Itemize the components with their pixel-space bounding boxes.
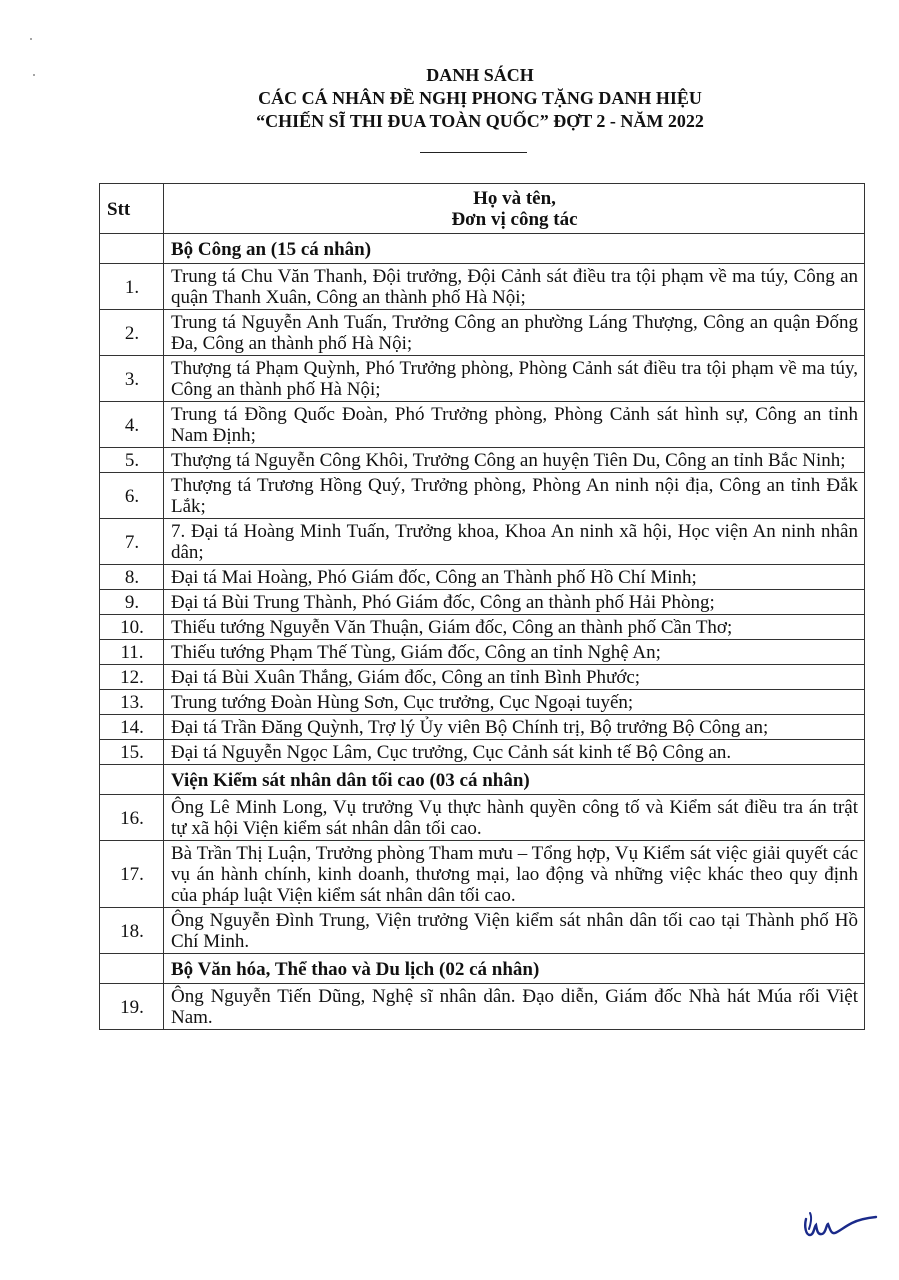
table-row — [100, 640, 865, 665]
row-name-unit: Ông Nguyễn Tiến Dũng, Nghệ sĩ nhân dân. Đạo diễn, Giám đốc Nhà hát Múa rối Việt Nam. — [164, 984, 865, 1030]
title-line-1: DANH SÁCH — [426, 65, 534, 85]
row-stt: 7. — [100, 519, 164, 565]
row-name-unit: Thiếu tướng Phạm Thế Tùng, Giám đốc, Công an tỉnh Nghệ An; — [164, 640, 865, 665]
table-row — [100, 715, 865, 740]
scan-speck — [30, 38, 32, 40]
row-name-unit: Thượng tá Phạm Quỳnh, Phó Trưởng phòng, Phòng Cảnh sát điều tra tội phạm về ma túy, Công an thành phố Hà Nội; — [164, 356, 865, 402]
row-stt: 2. — [100, 310, 164, 356]
row-name-unit: Trung tá Chu Văn Thanh, Đội trưởng, Đội Cảnh sát điều tra tội phạm về ma túy, Công an quận Thanh Xuân, Công an thành phố Hà Nội; — [164, 264, 865, 310]
handwritten-initials — [800, 1205, 880, 1245]
group-label: Viện Kiểm sát nhân dân tối cao (03 cá nhân) — [164, 765, 865, 795]
title-line-3: “CHIẾN SĨ THI ĐUA TOÀN QUỐC” ĐỢT 2 - NĂM 2022 — [256, 111, 704, 131]
header-name-line-2: Đơn vị công tác — [451, 209, 578, 230]
row-name-unit: Ông Lê Minh Long, Vụ trưởng Vụ thực hành quyền công tố và Kiểm sát điều tra án trật tự xã hội Viện kiểm sát nhân dân tối cao. — [164, 795, 865, 841]
title-underline — [420, 152, 527, 153]
row-name-unit: 7. Đại tá Hoàng Minh Tuấn, Trưởng khoa, Khoa An ninh xã hội, Học viện An ninh nhân dân; — [164, 519, 865, 565]
table-row — [100, 908, 865, 954]
header-name-line-1: Họ và tên, — [473, 188, 556, 209]
table-row — [100, 473, 865, 519]
group-stt-cell — [100, 234, 164, 264]
row-stt: 1. — [100, 264, 164, 310]
row-name-unit: Thiếu tướng Nguyễn Văn Thuận, Giám đốc, Công an thành phố Cần Thơ; — [164, 615, 865, 640]
row-stt: 15. — [100, 740, 164, 765]
group-row — [100, 765, 865, 795]
group-stt-cell — [100, 954, 164, 984]
table-row — [100, 565, 865, 590]
table-row — [100, 448, 865, 473]
table-row — [100, 665, 865, 690]
row-name-unit: Trung tá Đồng Quốc Đoàn, Phó Trưởng phòng, Phòng Cảnh sát hình sự, Công an tỉnh Nam Định; — [164, 402, 865, 448]
row-stt: 11. — [100, 640, 164, 665]
group-label: Bộ Văn hóa, Thể thao và Du lịch (02 cá nhân) — [164, 954, 865, 984]
row-stt: 10. — [100, 615, 164, 640]
table-row — [100, 264, 865, 310]
row-stt: 18. — [100, 908, 164, 954]
row-stt: 9. — [100, 590, 164, 615]
row-name-unit: Thượng tá Trương Hồng Quý, Trưởng phòng, Phòng An ninh nội địa, Công an tỉnh Đắk Lắk; — [164, 473, 865, 519]
group-label: Bộ Công an (15 cá nhân) — [164, 234, 865, 264]
row-stt: 8. — [100, 565, 164, 590]
row-name-unit: Thượng tá Nguyễn Công Khôi, Trưởng Công an huyện Tiên Du, Công an tỉnh Bắc Ninh; — [164, 448, 865, 473]
group-stt-cell — [100, 765, 164, 795]
row-stt: 19. — [100, 984, 164, 1030]
row-name-unit: Đại tá Bùi Xuân Thắng, Giám đốc, Công an tỉnh Bình Phước; — [164, 665, 865, 690]
group-row — [100, 234, 865, 264]
row-stt: 13. — [100, 690, 164, 715]
table-row — [100, 795, 865, 841]
row-name-unit: Đại tá Nguyễn Ngọc Lâm, Cục trưởng, Cục Cảnh sát kinh tế Bộ Công an. — [164, 740, 865, 765]
row-stt: 17. — [100, 841, 164, 908]
row-stt: 3. — [100, 356, 164, 402]
row-stt: 4. — [100, 402, 164, 448]
row-name-unit: Bà Trần Thị Luận, Trưởng phòng Tham mưu – Tổng hợp, Vụ Kiểm sát việc giải quyết các vụ án hành chính, kinh doanh, thương mại, lao động và những việc khác theo quy định của pháp luật Viện kiểm sát nhân dân tối cao. — [164, 841, 865, 908]
row-stt: 16. — [100, 795, 164, 841]
table-row — [100, 356, 865, 402]
table-row — [100, 740, 865, 765]
table-row — [100, 402, 865, 448]
group-row — [100, 954, 865, 984]
row-name-unit: Đại tá Bùi Trung Thành, Phó Giám đốc, Công an thành phố Hải Phòng; — [164, 590, 865, 615]
row-name-unit: Trung tá Nguyễn Anh Tuấn, Trưởng Công an phường Láng Thượng, Công an quận Đống Đa, Công an thành phố Hà Nội; — [164, 310, 865, 356]
header-stt: Stt — [100, 184, 164, 234]
row-stt: 6. — [100, 473, 164, 519]
table-row — [100, 590, 865, 615]
table-row — [100, 841, 865, 908]
row-stt: 5. — [100, 448, 164, 473]
table-body — [100, 234, 865, 1030]
table-row — [100, 519, 865, 565]
row-name-unit: Đại tá Mai Hoàng, Phó Giám đốc, Công an Thành phố Hồ Chí Minh; — [164, 565, 865, 590]
table-row — [100, 690, 865, 715]
header-name — [164, 184, 865, 234]
document-title — [0, 64, 899, 133]
row-name-unit: Trung tướng Đoàn Hùng Sơn, Cục trưởng, Cục Ngoại tuyến; — [164, 690, 865, 715]
table-row — [100, 615, 865, 640]
row-stt: 12. — [100, 665, 164, 690]
table-row — [100, 984, 865, 1030]
title-line-2: CÁC CÁ NHÂN ĐỀ NGHỊ PHONG TẶNG DANH HIỆU — [258, 88, 702, 108]
row-name-unit: Ông Nguyễn Đình Trung, Viện trưởng Viện kiểm sát nhân dân tối cao tại Thành phố Hồ Chí Minh. — [164, 908, 865, 954]
row-name-unit: Đại tá Trần Đăng Quỳnh, Trợ lý Ủy viên Bộ Chính trị, Bộ trưởng Bộ Công an; — [164, 715, 865, 740]
table-header-row — [100, 184, 865, 234]
row-stt: 14. — [100, 715, 164, 740]
table-row — [100, 310, 865, 356]
nominee-table — [99, 183, 865, 1030]
